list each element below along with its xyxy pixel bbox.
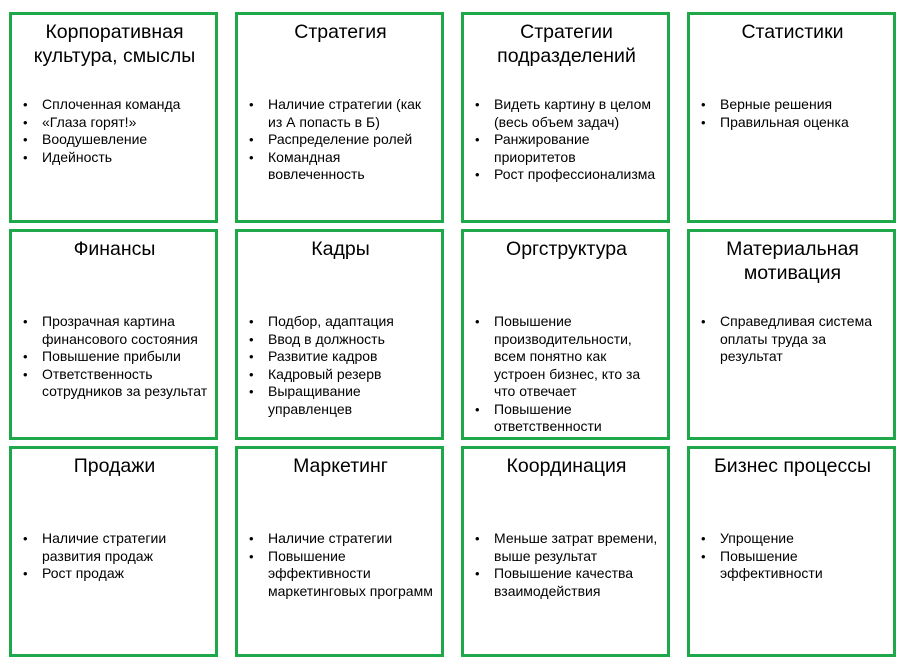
list-item [475, 313, 661, 401]
item-text: «Глаза горят!» [42, 113, 137, 130]
item-list [698, 96, 887, 131]
card-title: Материальная мотивация [726, 238, 859, 284]
item-list [698, 313, 887, 366]
card-marketing [235, 446, 444, 657]
bullet-icon: • [249, 548, 254, 564]
bullet-icon: • [475, 132, 480, 147]
item-text: Выращивание управленцев [268, 383, 361, 417]
bullet-icon: • [475, 566, 480, 581]
bullet-icon: • [475, 314, 480, 329]
bullet-icon: • [23, 114, 28, 130]
bullet-icon: • [249, 366, 254, 382]
card-finance [9, 229, 218, 440]
item-text: Повышение эффективности маркетинговых программ [268, 547, 433, 599]
card-grid [9, 12, 896, 657]
list-item [249, 330, 435, 349]
item-text: Ввод в должность [268, 330, 385, 347]
item-list [698, 530, 887, 583]
list-item [701, 96, 887, 114]
card-title: Корпоративная культура, смыслы [33, 21, 196, 67]
item-text: Распределение ролей [268, 131, 413, 147]
bullet-icon: • [249, 349, 254, 364]
card-statistics [687, 12, 896, 223]
list-item [701, 547, 887, 583]
item-text: Справедливая система оплаты труда за результат [720, 313, 872, 364]
item-text: Наличие стратегии [268, 530, 393, 546]
item-text: Наличие стратегии развития продаж [42, 530, 167, 564]
item-text: Рост продаж [42, 565, 124, 581]
list-item [249, 348, 435, 366]
bullet-icon: • [249, 384, 254, 399]
list-item [23, 348, 209, 366]
bullet-icon: • [475, 167, 480, 182]
item-text: Повышение эффективности [720, 547, 823, 581]
bullet-icon: • [249, 331, 254, 347]
card-title: Бизнес процессы [714, 455, 871, 477]
list-item [475, 400, 661, 436]
list-item [23, 530, 209, 565]
item-text: Идейность [42, 148, 113, 165]
item-text: Правильная оценка [720, 113, 849, 130]
card-title: Стратегия [294, 21, 387, 43]
item-text: Рост профессионализма [494, 166, 656, 182]
list-item [249, 313, 435, 331]
bullet-icon: • [23, 566, 28, 581]
bullet-icon: • [475, 401, 480, 417]
item-text: Сплоченная команда [42, 96, 181, 112]
item-text: Развитие кадров [268, 348, 378, 364]
bullet-icon: • [23, 349, 28, 364]
list-item [23, 96, 209, 114]
card-business-processes [687, 446, 896, 657]
item-text: Повышение ответственности [494, 400, 602, 434]
bullet-icon: • [475, 97, 480, 112]
item-list [246, 530, 435, 600]
list-item [23, 113, 209, 132]
bullet-icon: • [701, 114, 706, 130]
bullet-icon: • [249, 97, 254, 112]
bullet-icon: • [23, 531, 28, 546]
list-item [249, 96, 435, 131]
list-item [249, 530, 435, 548]
item-text: Ранжирование приоритетов [494, 131, 590, 165]
bullet-icon: • [23, 132, 28, 147]
item-list [20, 96, 209, 166]
card-title: Кадры [311, 238, 370, 260]
item-list [472, 530, 661, 600]
card-material-motivation [687, 229, 896, 440]
item-text: Видеть картину в целом (весь объем задач) [494, 96, 652, 130]
item-list [246, 313, 435, 418]
list-item [701, 313, 887, 366]
list-item [475, 166, 661, 184]
card-personnel [235, 229, 444, 440]
list-item [23, 148, 209, 167]
list-item [475, 565, 661, 600]
card-title: Финансы [73, 238, 156, 260]
list-item [475, 530, 661, 565]
bullet-icon: • [475, 531, 480, 546]
item-text: Наличие стратегии (как из А попасть в Б) [268, 96, 422, 130]
card-title: Стратегии подразделений [497, 21, 636, 67]
card-title: Продажи [73, 455, 156, 477]
list-item [249, 383, 435, 418]
item-text: Повышение прибыли [42, 348, 181, 364]
bullet-icon: • [23, 314, 28, 329]
list-item [249, 148, 435, 184]
card-coordination [461, 446, 670, 657]
list-item [23, 313, 209, 348]
card-title: Оргструктура [506, 238, 627, 260]
item-text: Прозрачная картина финансового состояния [42, 313, 198, 347]
list-item [23, 131, 209, 149]
card-title: Статистики [741, 21, 844, 43]
item-list [246, 96, 435, 184]
item-text: Кадровый резерв [268, 365, 382, 382]
bullet-icon: • [701, 314, 706, 329]
card-title: Координация [506, 455, 627, 477]
bullet-icon: • [249, 314, 254, 329]
bullet-icon: • [23, 366, 28, 382]
bullet-icon: • [249, 531, 254, 546]
item-list [472, 96, 661, 184]
item-list [20, 530, 209, 583]
card-title: Маркетинг [293, 455, 388, 477]
item-list [472, 313, 661, 436]
item-text: Верные решения [720, 96, 833, 112]
list-item [249, 365, 435, 384]
bullet-icon: • [701, 531, 706, 546]
bullet-icon: • [23, 97, 28, 112]
card-org-structure [461, 229, 670, 440]
list-item [249, 547, 435, 601]
card-strategy [235, 12, 444, 223]
bullet-icon: • [701, 548, 706, 564]
item-text: Повышение производительности, всем понятно как устроен бизнес, кто за что отвечает [494, 313, 641, 399]
bullet-icon: • [249, 132, 254, 147]
card-division-strategies [461, 12, 670, 223]
bullet-icon: • [23, 149, 28, 165]
item-text: Ответственность сотрудников за результат [42, 365, 208, 399]
list-item [249, 131, 435, 149]
item-text: Подбор, адаптация [268, 313, 394, 329]
list-item [475, 131, 661, 166]
bullet-icon: • [249, 149, 254, 165]
list-item [475, 96, 661, 131]
card-sales [9, 446, 218, 657]
item-text: Меньше затрат времени, выше результат [494, 530, 658, 564]
list-item [23, 365, 209, 401]
bullet-icon: • [701, 97, 706, 112]
list-item [23, 565, 209, 583]
item-list [20, 313, 209, 401]
item-text: Упрощение [720, 530, 794, 546]
list-item [701, 530, 887, 548]
item-text: Воодушевление [42, 131, 148, 147]
item-text: Командная вовлеченность [268, 148, 365, 182]
item-text: Повышение качества взаимодействия [494, 565, 634, 599]
card-corporate-culture [9, 12, 218, 223]
list-item [701, 113, 887, 132]
